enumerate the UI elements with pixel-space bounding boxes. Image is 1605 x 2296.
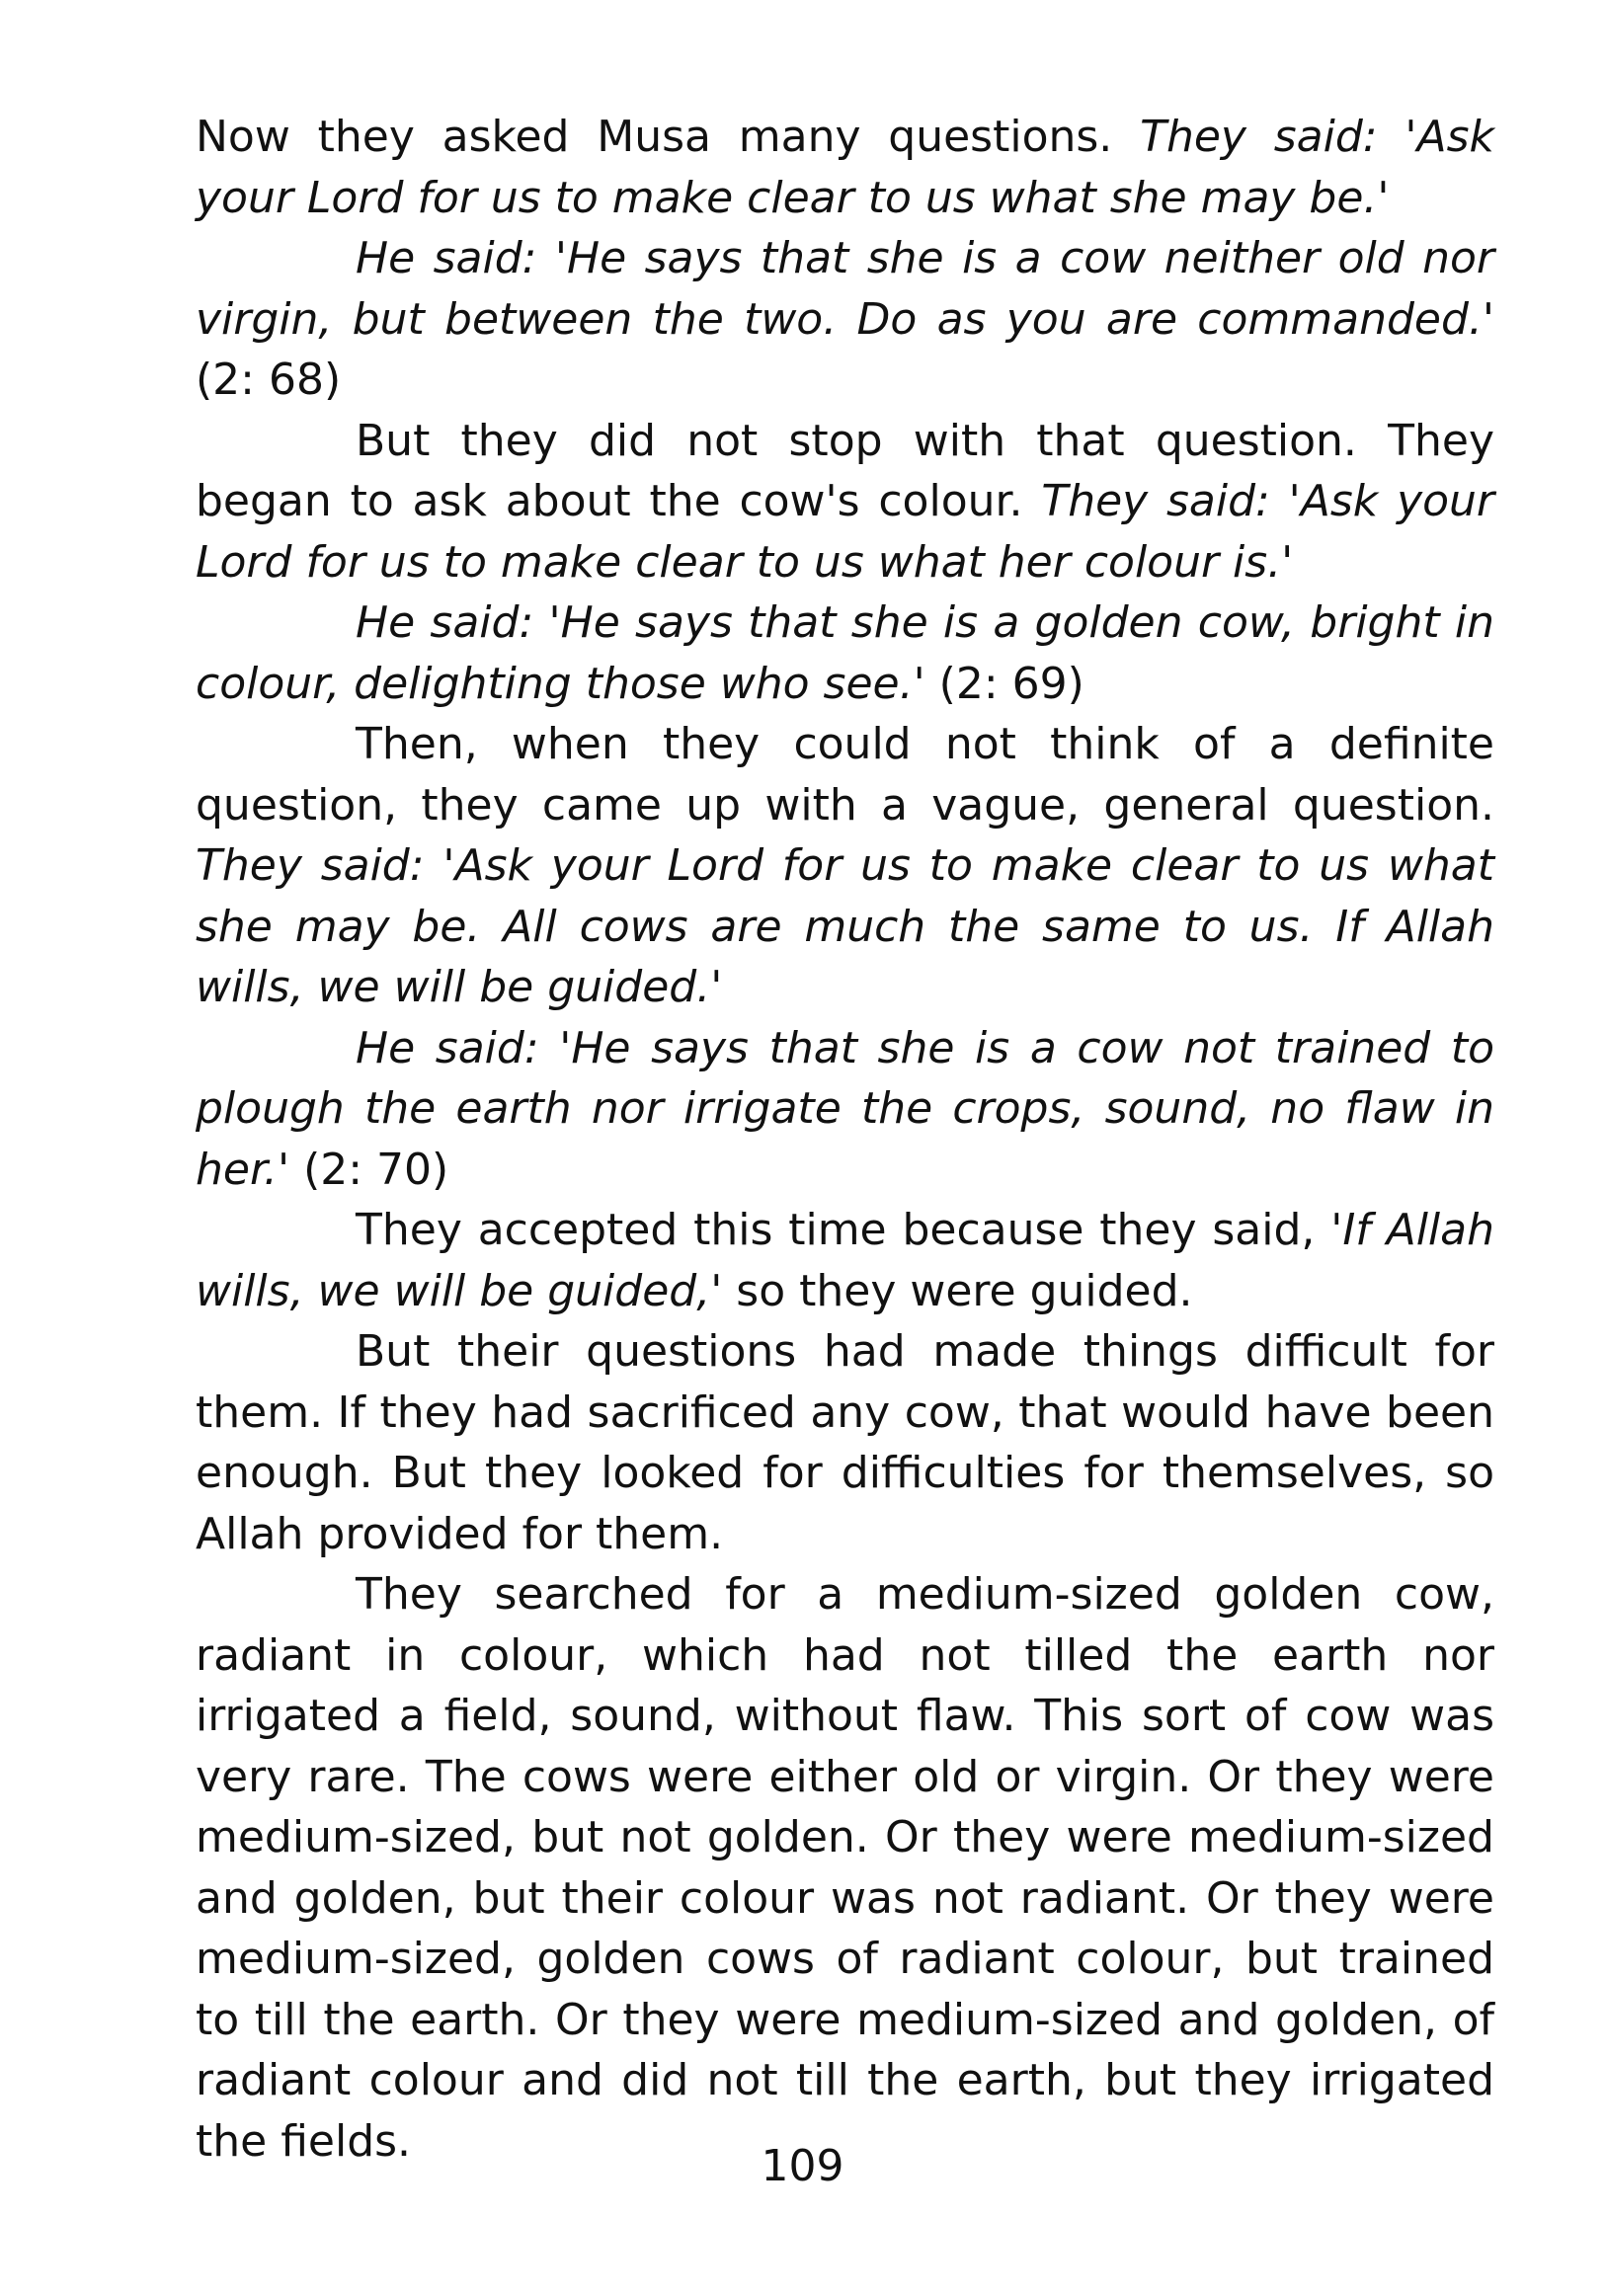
text-run: Then, when they could not think of a definite question, they came up with a vague, general question.	[196, 719, 1494, 831]
italic-quote: He said: 'He says that she is a golden cow, bright in colour, delighting those who see.'	[196, 597, 1494, 709]
paragraph	[196, 1018, 1494, 1201]
paragraph	[196, 1321, 1494, 1564]
paragraph	[196, 593, 1494, 714]
italic-quote: They said: 'Ask your Lord for us to make clear to us what she may be.'	[196, 112, 1495, 223]
body-text	[196, 107, 1494, 2172]
italic-quote: He said: 'He says that she is a cow neither old nor virgin, but between the two. Do as you are commanded.'	[196, 233, 1494, 345]
italic-quote: They said: 'Ask your Lord for us to make clear to us what her colour is.'	[196, 476, 1494, 588]
italic-quote: 'If Allah wills, we will be guided,'	[196, 1205, 1494, 1316]
text-run: But they did not stop with that question. They began to ask about the cow's colour.	[196, 415, 1494, 526]
paragraph	[196, 1200, 1494, 1321]
verse-reference: (2: 70)	[289, 1144, 449, 1195]
text-run: They searched for a medium-sized golden cow, radiant in colour, which had not tilled the earth nor irrigated a field, sound, without flaw. This sort of cow was very rare. The cows were either old or virgin. Or they were medium-sized, but not golden. Or they were medium-sized and golden, but their colour was not radiant. Or they were medium-sized, golden cows of radiant colour, but trained to till the earth. Or they were medium-sized and golden, of radiant colour and did not till the earth, but they irrigated the fields.	[196, 1569, 1494, 2167]
text-run: But their questions had made things difficult for them. If they had sacrificed any cow, that would have been enough. But they looked for difficulties for themselves, so Allah provided for them.	[196, 1326, 1494, 1559]
paragraph	[196, 1564, 1494, 2172]
paragraph	[196, 714, 1494, 1018]
verse-reference: (2: 69)	[924, 658, 1084, 709]
paragraph	[196, 411, 1494, 594]
text-run: Now they asked Musa many questions.	[196, 112, 1141, 162]
italic-quote: He said: 'He says that she is a cow not trained to plough the earth nor irrigate the crops, sound, no flaw in her.'	[196, 1022, 1494, 1195]
paragraph	[196, 107, 1494, 228]
page-number: 109	[761, 2141, 844, 2191]
paragraph	[196, 228, 1494, 411]
verse-reference: (2: 68)	[196, 355, 342, 405]
italic-quote: They said: 'Ask your Lord for us to make clear to us what she may be. All cows are much the same to us. If Allah wills, we will be guided.'	[196, 840, 1494, 1012]
text-run: so they were guided.	[722, 1265, 1193, 1316]
text-run: They accepted this time because they said,	[356, 1205, 1331, 1255]
